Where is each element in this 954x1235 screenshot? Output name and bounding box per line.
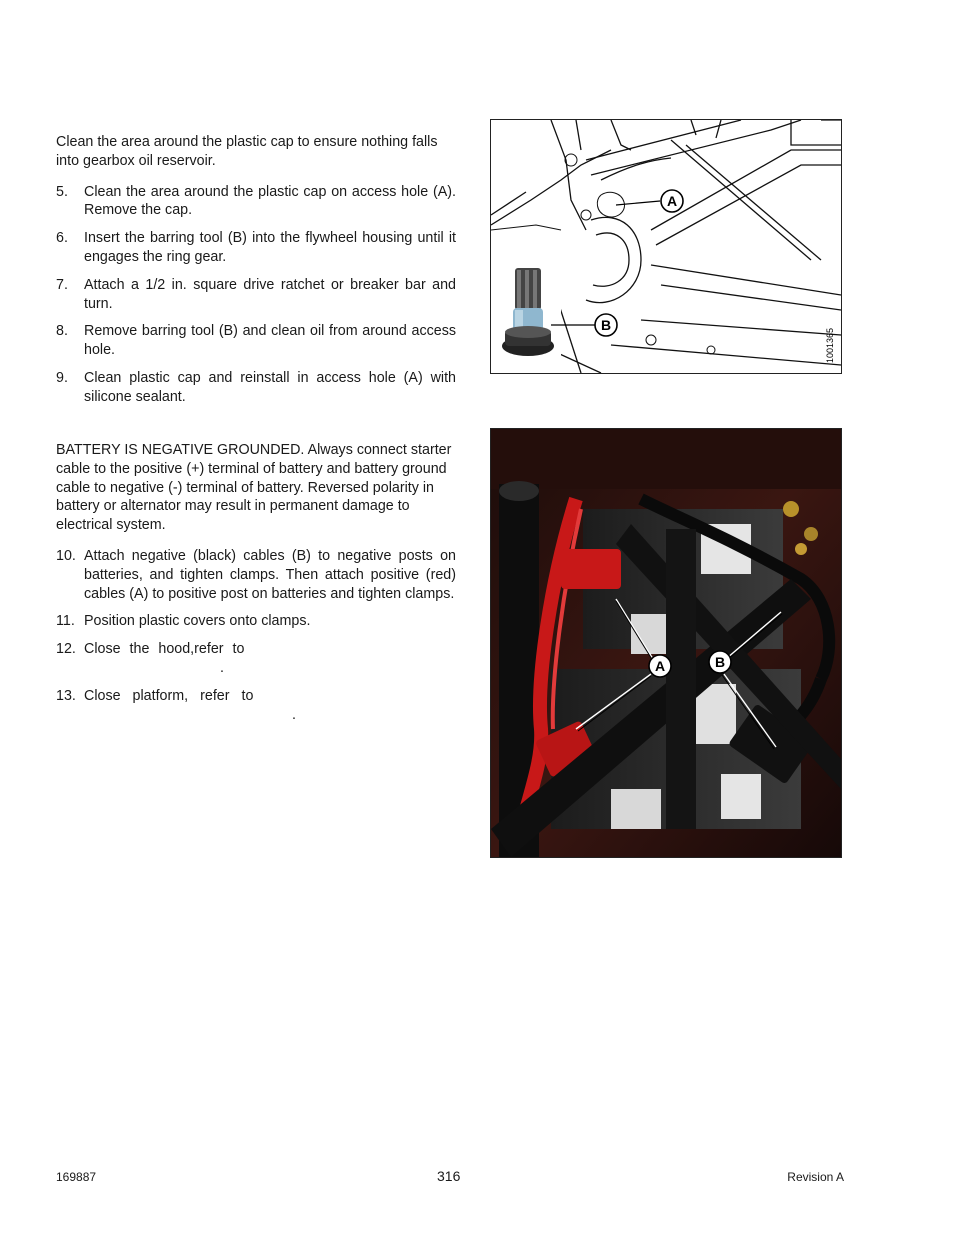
section-2 [56, 441, 456, 724]
step-text-tail: . [292, 706, 296, 723]
step-number: 9. [56, 369, 68, 386]
step-text: Insert the barring tool (B) into the flywheel housing until it engages the ring gear. [84, 230, 456, 265]
callout-b-label: B [600, 317, 612, 333]
step-number: 6. [56, 230, 68, 247]
step-text: Clean the area around the plastic cap on access hole (A). Remove the cap. [84, 183, 456, 219]
step-text: Close the hood,refer to [84, 641, 245, 658]
steps-list-1 [56, 183, 456, 407]
step-number: 10. [56, 547, 76, 564]
footer-page-number: 316 [437, 1168, 461, 1184]
step-number: 8. [56, 323, 68, 340]
callout-b-label: B [714, 654, 726, 670]
step-text: Clean plastic cap and reinstall in access hole (A) with silicone sealant. [84, 369, 456, 405]
gearbox-illustration [491, 120, 841, 373]
step-number: 13. [56, 687, 76, 704]
callout-a-label: A [666, 193, 678, 209]
step-text: Attach negative (black) cables (B) to negative posts on batteries, and tighten clamps. Then attach positive (red) cables (A) to positive post on batteries and tighten clamps. [84, 547, 456, 602]
step-6 [56, 229, 456, 267]
callout-b [709, 651, 731, 673]
figure-id-label: 1001365 [825, 327, 835, 363]
step-number: 5. [56, 183, 68, 200]
caution-paragraph: BATTERY IS NEGATIVE GROUNDED. Always connect starter cable to the positive (+) terminal of battery and battery ground cable to negative (-) terminal of battery. Reversed polarity in battery or alternator may result in permanent damage to electrical system. [56, 442, 452, 534]
steps-list-2 [56, 547, 456, 724]
step-text-tail: . [220, 659, 224, 676]
callout-b [595, 314, 617, 336]
step-11 [56, 612, 456, 631]
step-text: Position plastic covers onto clamps. [84, 613, 311, 630]
step-8 [56, 322, 456, 360]
step-text: Remove barring tool (B) and clean oil from around access hole. [84, 323, 456, 359]
step-7 [56, 276, 456, 314]
step-text: Close platform, refer to [84, 687, 254, 704]
step-5 [56, 183, 456, 221]
section-1 [56, 133, 456, 407]
callout-a-label: A [654, 658, 666, 674]
footer-doc-number: 169887 [56, 1170, 97, 1184]
step-number: 11. [56, 613, 75, 630]
figure-batteries [490, 428, 842, 858]
step-12 [56, 640, 456, 678]
step-number: 12. [56, 641, 76, 658]
step-text: Attach a 1/2 in. square drive ratchet or breaker bar and turn. [84, 276, 456, 312]
step-10 [56, 547, 456, 603]
step-number: 7. [56, 276, 68, 293]
footer-revision: Revision A [787, 1170, 844, 1184]
step-13 [56, 687, 456, 725]
figure-gearbox [490, 119, 842, 374]
callout-a [661, 190, 683, 212]
callout-a [649, 655, 671, 677]
battery-photo-illustration [491, 429, 841, 857]
step-9 [56, 369, 456, 407]
intro-paragraph: Clean the area around the plastic cap to ensure nothing falls into gearbox oil reservoir. [56, 134, 438, 169]
red-terminal-cover-icon [561, 549, 621, 589]
